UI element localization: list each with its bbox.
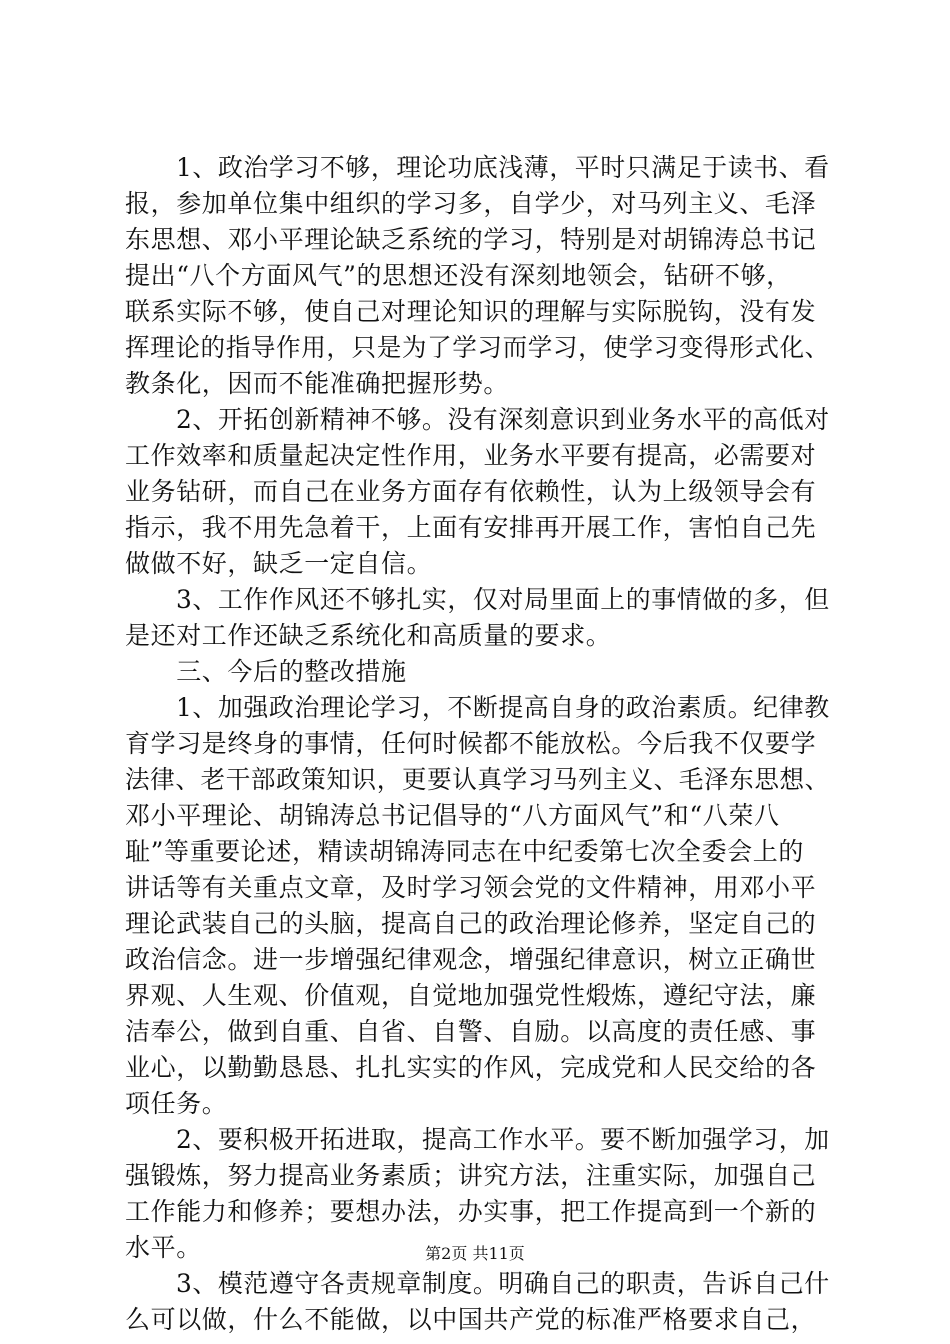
text-line: 3、模范遵守各责规章制度。明确自己的职责，告诉自己什 (125, 1269, 830, 1298)
text-line: 是还对工作还缺乏系统化和高质量的要求。 (125, 621, 612, 650)
text-line: 洁奉公，做到自重、自省、自警、自励。以高度的责任感、事 (125, 1017, 817, 1046)
text-line: 1、加强政治理论学习，不断提高自身的政治素质。纪律教 (125, 693, 830, 722)
text-line: 挥理论的指导作用，只是为了学习而学习，使学习变得形式化、 (125, 333, 830, 362)
text-line: 2、要积极开拓进取，提高工作水平。要不断加强学习，加 (125, 1125, 830, 1154)
section-heading: 三、今后的整改措施 (125, 657, 407, 686)
text-line: 1、政治学习不够，理论功底浅薄，平时只满足于读书、看 (125, 153, 830, 182)
text-line: 2、开拓创新精神不够。没有深刻意识到业务水平的高低对 (125, 405, 830, 434)
text-line: 讲话等有关重点文章，及时学习领会党的文件精神，用邓小平 (125, 873, 817, 902)
text-line: 法律、老干部政策知识，更要认真学习马列主义、毛泽东思想、 (125, 765, 830, 794)
text-line: 教条化，因而不能准确把握形势。 (125, 369, 510, 398)
text-line: 工作效率和质量起决定性作用，业务水平要有提高，必需要对 (125, 441, 817, 470)
text-line: 3、工作作风还不够扎实，仅对局里面上的事情做的多，但 (125, 585, 830, 614)
text-line: 政治信念。进一步增强纪律观念，增强纪律意识，树立正确世 (125, 945, 817, 974)
text-line: 工作能力和修养；要想办法，办实事，把工作提高到一个新的 (125, 1197, 817, 1226)
text-line: 么可以做，什么不能做，以中国共产党的标准严格要求自己， (125, 1305, 817, 1334)
text-line: 育学习是终身的事情，任何时候都不能放松。今后我不仅要学 (125, 729, 817, 758)
text-line: 业心，以勤勤恳恳、扎扎实实的作风，完成党和人民交给的各 (125, 1053, 817, 1082)
text-line: 做做不好，缺乏一定自信。 (125, 549, 433, 578)
text-line: 东思想、邓小平理论缺乏系统的学习，特别是对胡锦涛总书记 (125, 225, 817, 254)
text-line: 界观、人生观、价值观，自觉地加强党性煅炼，遵纪守法，廉 (125, 981, 817, 1010)
text-line: 耻”等重要论述，精读胡锦涛同志在中纪委第七次全委会上的 (125, 837, 804, 866)
text-line: 水平。 (125, 1233, 202, 1262)
text-line: 指示，我不用先急着干，上面有安排再开展工作，害怕自己先 (125, 513, 817, 542)
text-line: 业务钻研，而自己在业务方面存有依赖性，认为上级领导会有 (125, 477, 817, 506)
page-number-footer: 第2页 共11页 (425, 1244, 525, 1263)
text-line: 报，参加单位集中组织的学习多，自学少，对马列主义、毛泽 (125, 189, 817, 218)
text-line: 强锻炼，努力提高业务素质；讲究方法，注重实际，加强自己 (125, 1161, 817, 1190)
text-line: 联系实际不够，使自己对理论知识的理解与实际脱钩，没有发 (125, 297, 817, 326)
text-line: 理论武装自己的头脑，提高自己的政治理论修养，坚定自己的 (125, 909, 817, 938)
text-line: 提出“八个方面风气”的思想还没有深刻地领会，钻研不够， (125, 261, 792, 290)
text-line: 项任务。 (125, 1089, 228, 1118)
text-line: 邓小平理论、胡锦涛总书记倡导的“八方面风气”和“八荣八 (125, 801, 780, 830)
